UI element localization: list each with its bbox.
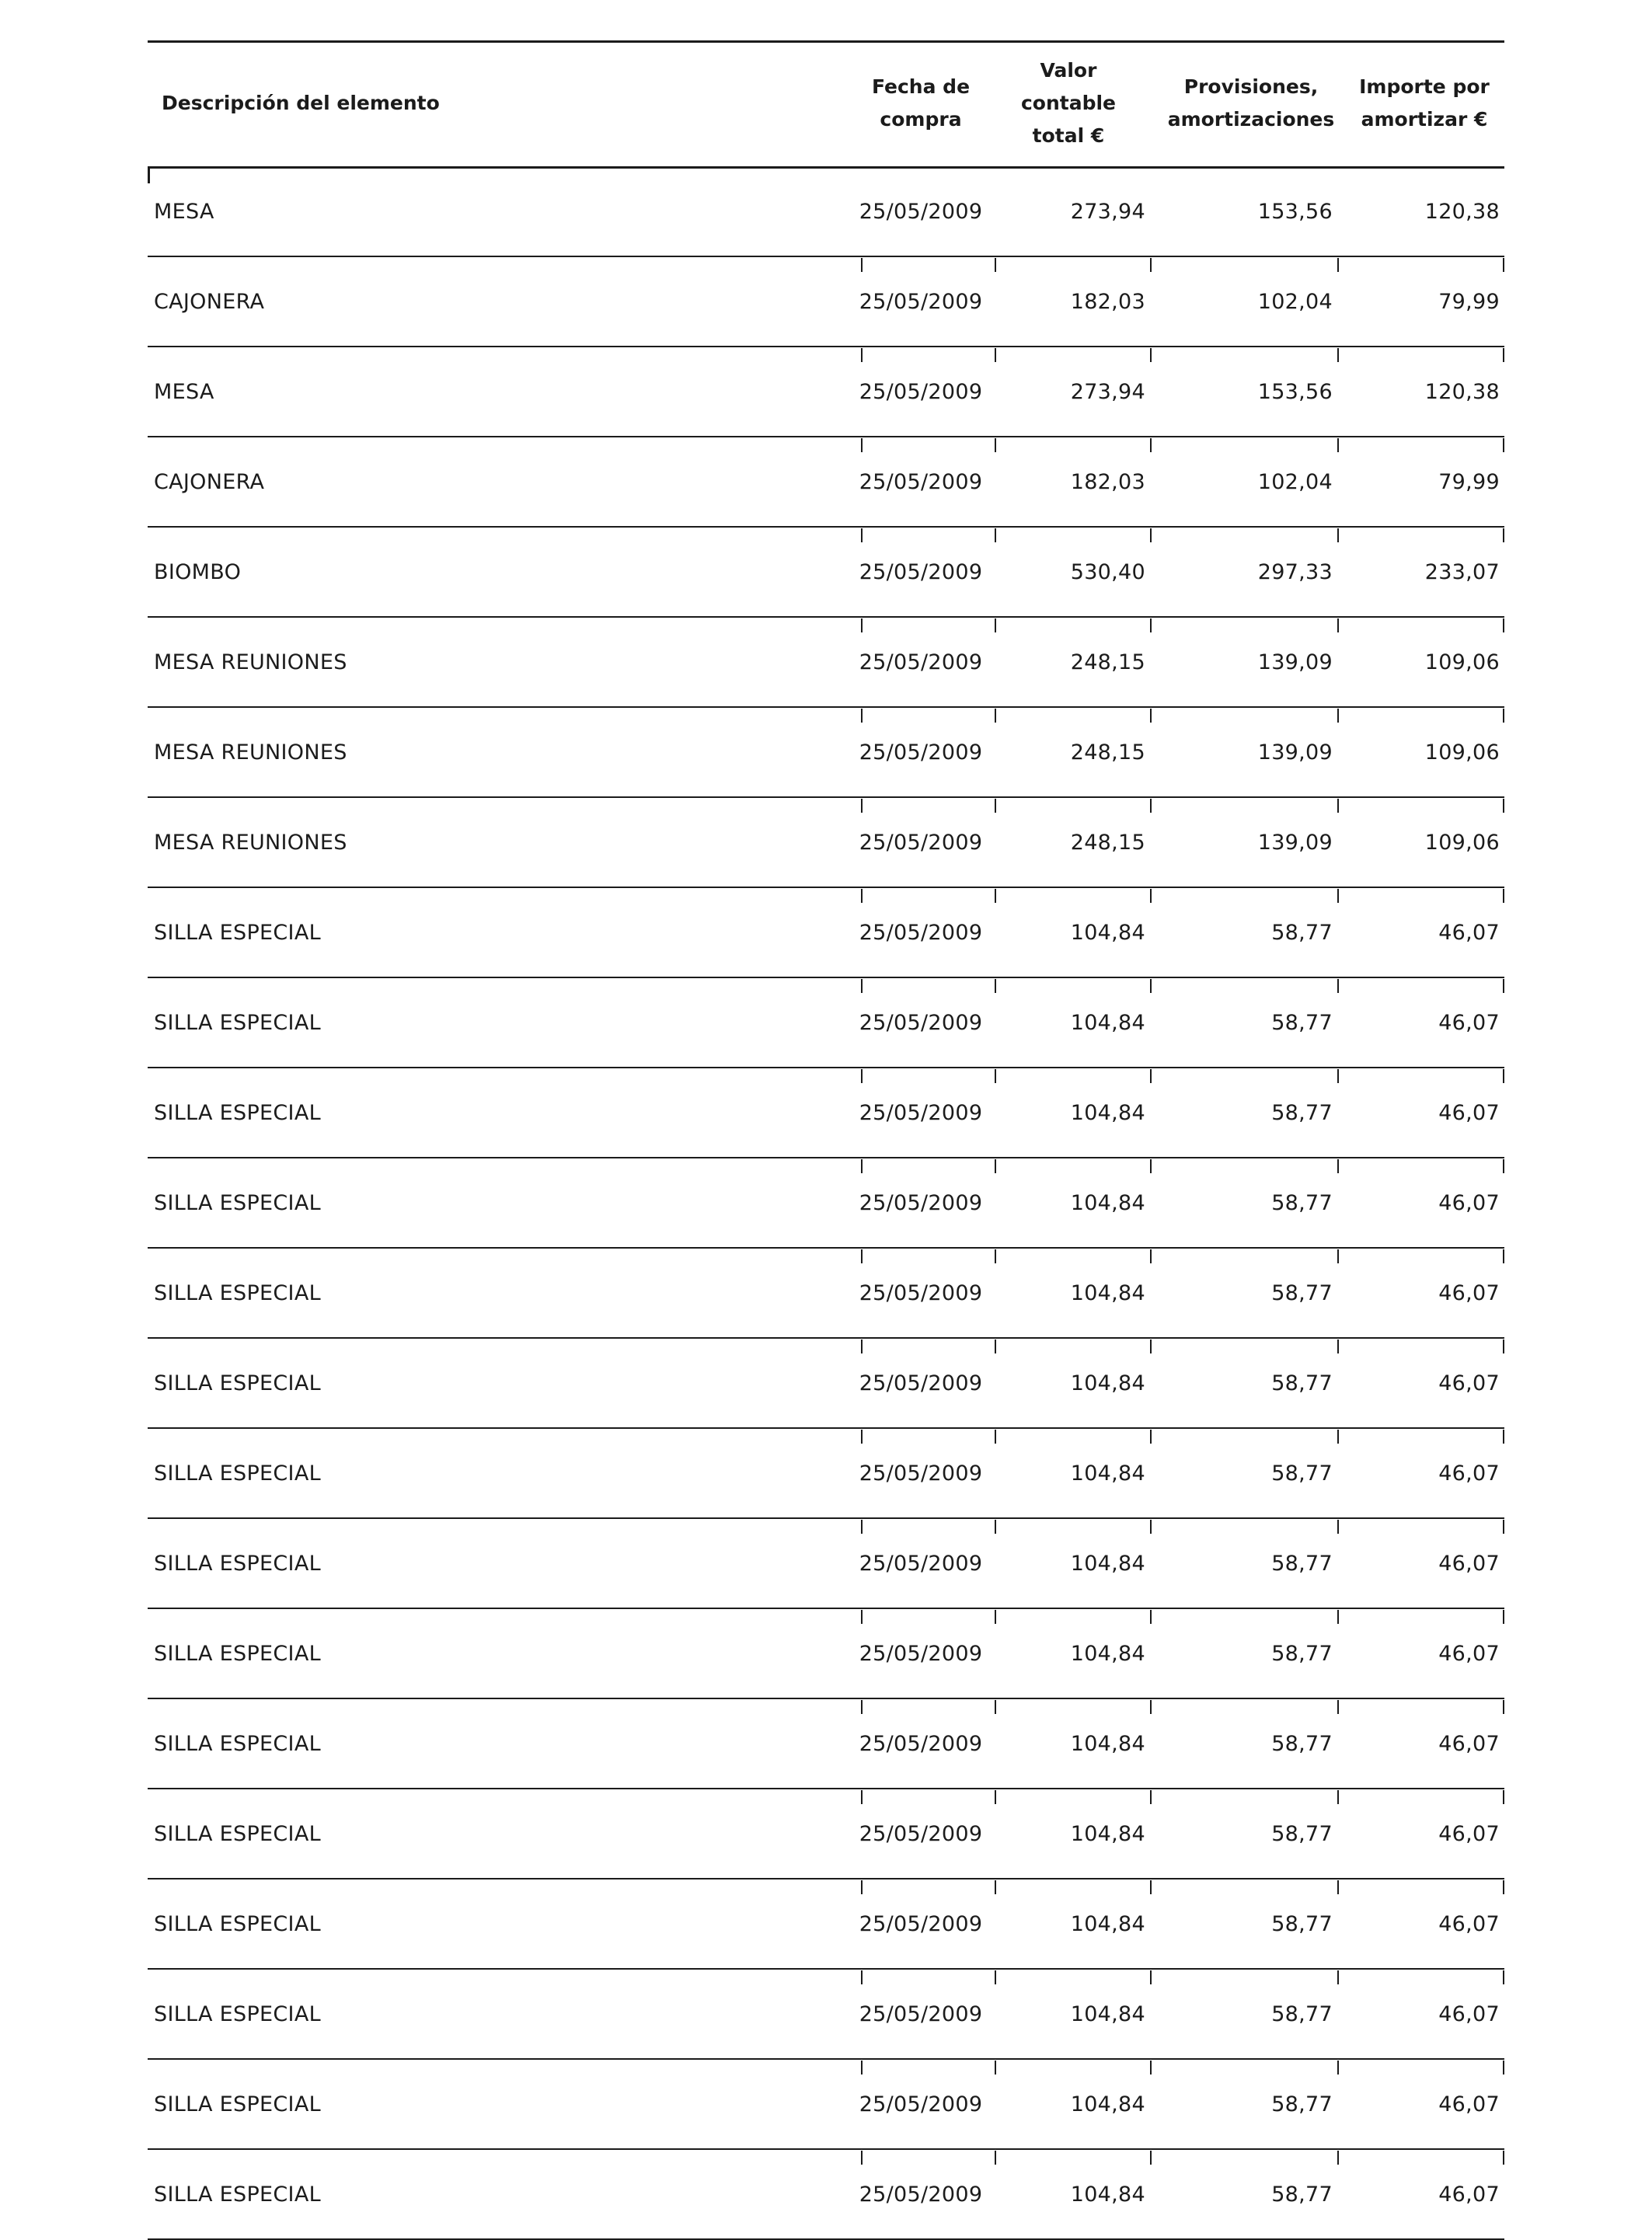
cell-valor: 104,84 (1070, 1551, 1145, 1576)
header-valor: Valor contable total € (1020, 59, 1117, 147)
cell-descripcion: SILLA ESPECIAL (154, 1731, 321, 1756)
table-row (148, 1248, 1504, 1338)
cell-fecha: 25/05/2009 (859, 1371, 983, 1395)
cell-importe: 46,07 (1438, 2092, 1500, 2116)
cell-valor: 104,84 (1070, 1010, 1145, 1035)
cell-descripcion: MESA REUNIONES (154, 830, 347, 855)
column-tick (1337, 1069, 1339, 1083)
cell-fecha: 25/05/2009 (859, 2092, 983, 2116)
table-row (148, 1698, 1504, 1789)
cell-importe: 109,06 (1424, 830, 1500, 855)
cell-importe: 233,07 (1424, 559, 1500, 584)
column-tick (995, 799, 996, 813)
cell-descripcion: MESA REUNIONES (154, 740, 347, 765)
cell-valor: 104,84 (1070, 2092, 1145, 2116)
cell-valor: 104,84 (1070, 1731, 1145, 1756)
cell-fecha: 25/05/2009 (859, 830, 983, 855)
column-tick (1337, 618, 1339, 632)
cell-descripcion: SILLA ESPECIAL (154, 2092, 321, 2116)
column-tick (1150, 1790, 1152, 1804)
table-row (148, 347, 1504, 437)
table-row (148, 256, 1504, 347)
table-header (148, 40, 1504, 166)
column-tick (1150, 979, 1152, 993)
column-tick (1150, 1249, 1152, 1263)
cell-provisiones: 102,04 (1257, 469, 1333, 494)
column-tick (1337, 799, 1339, 813)
cell-descripcion: SILLA ESPECIAL (154, 1010, 321, 1035)
column-tick (1503, 1159, 1504, 1173)
cell-fecha: 25/05/2009 (859, 1551, 983, 1576)
cell-valor: 104,84 (1070, 1280, 1145, 1305)
cell-descripcion: CAJONERA (154, 289, 265, 314)
column-tick (1503, 1249, 1504, 1263)
cell-importe: 46,07 (1438, 1731, 1500, 1756)
table-row (148, 707, 1504, 797)
column-tick (1503, 528, 1504, 542)
cell-provisiones: 58,77 (1271, 1371, 1333, 1395)
header-descripcion: Descripción del elemento (162, 92, 440, 114)
cell-descripcion: SILLA ESPECIAL (154, 1911, 321, 1936)
column-tick (995, 1700, 996, 1714)
column-tick (1150, 1520, 1152, 1534)
cell-descripcion: MESA REUNIONES (154, 650, 347, 674)
column-tick (1503, 799, 1504, 813)
cell-valor: 248,15 (1070, 830, 1145, 855)
table-row (148, 1879, 1504, 1969)
column-tick (1337, 258, 1339, 272)
cell-provisiones: 58,77 (1271, 2001, 1333, 2026)
column-tick (1503, 709, 1504, 723)
column-tick (995, 1610, 996, 1624)
column-tick (1337, 1520, 1339, 1534)
cell-provisiones: 102,04 (1257, 289, 1333, 314)
column-tick (1503, 1880, 1504, 1894)
column-tick (1150, 799, 1152, 813)
column-tick (1503, 438, 1504, 452)
table-row (148, 1338, 1504, 1428)
cell-importe: 120,38 (1424, 199, 1500, 224)
column-tick (1150, 1430, 1152, 1444)
cell-fecha: 25/05/2009 (859, 920, 983, 945)
column-tick (1150, 1700, 1152, 1714)
column-tick (995, 1249, 996, 1263)
column-tick (1503, 1430, 1504, 1444)
column-tick (1337, 1159, 1339, 1173)
cell-importe: 46,07 (1438, 920, 1500, 945)
column-tick (1150, 1880, 1152, 1894)
column-tick (1503, 1069, 1504, 1083)
column-tick (995, 1069, 996, 1083)
table-row (148, 1068, 1504, 1158)
cell-descripcion: SILLA ESPECIAL (154, 920, 321, 945)
column-tick (1150, 438, 1152, 452)
cell-fecha: 25/05/2009 (859, 379, 983, 404)
cell-importe: 79,99 (1438, 469, 1500, 494)
cell-valor: 104,84 (1070, 1461, 1145, 1486)
cell-valor: 273,94 (1070, 199, 1145, 224)
column-tick (1503, 1700, 1504, 1714)
table-row (148, 166, 1504, 256)
cell-descripcion: SILLA ESPECIAL (154, 1461, 321, 1486)
cell-valor: 104,84 (1070, 920, 1145, 945)
cell-descripcion: MESA (154, 379, 214, 404)
column-tick (1150, 1339, 1152, 1353)
column-tick (1150, 889, 1152, 903)
column-tick (1503, 348, 1504, 362)
cell-valor: 248,15 (1070, 740, 1145, 765)
table-row (148, 887, 1504, 977)
column-tick (1150, 1069, 1152, 1083)
cell-fecha: 25/05/2009 (859, 1461, 983, 1486)
column-tick (995, 2061, 996, 2075)
column-tick (1337, 438, 1339, 452)
column-tick (995, 709, 996, 723)
cell-importe: 46,07 (1438, 1911, 1500, 1936)
cell-fecha: 25/05/2009 (859, 2001, 983, 2026)
cell-descripcion: BIOMBO (154, 559, 242, 584)
cell-descripcion: SILLA ESPECIAL (154, 1100, 321, 1125)
column-tick (995, 889, 996, 903)
cell-importe: 46,07 (1438, 1821, 1500, 1846)
column-tick (1337, 979, 1339, 993)
cell-valor: 104,84 (1070, 1100, 1145, 1125)
column-tick (1150, 618, 1152, 632)
cell-importe: 79,99 (1438, 289, 1500, 314)
cell-fecha: 25/05/2009 (859, 2182, 983, 2207)
table-row (148, 977, 1504, 1068)
cell-provisiones: 297,33 (1257, 559, 1333, 584)
table-row (148, 437, 1504, 527)
column-tick (1337, 1790, 1339, 1804)
column-tick (995, 528, 996, 542)
column-tick (1150, 1159, 1152, 1173)
column-tick (1150, 258, 1152, 272)
column-tick (1337, 348, 1339, 362)
cell-valor: 530,40 (1070, 559, 1145, 584)
cell-provisiones: 58,77 (1271, 1280, 1333, 1305)
cell-valor: 104,84 (1070, 1641, 1145, 1666)
cell-fecha: 25/05/2009 (859, 1641, 983, 1666)
cell-provisiones: 58,77 (1271, 2092, 1333, 2116)
cell-provisiones: 153,56 (1257, 199, 1333, 224)
column-tick (1503, 979, 1504, 993)
cell-fecha: 25/05/2009 (859, 1010, 983, 1035)
column-tick (995, 348, 996, 362)
cell-descripcion: SILLA ESPECIAL (154, 1371, 321, 1395)
cell-provisiones: 58,77 (1271, 1010, 1333, 1035)
cell-fecha: 25/05/2009 (859, 740, 983, 765)
cell-fecha: 25/05/2009 (859, 1911, 983, 1936)
column-tick (1503, 1520, 1504, 1534)
cell-valor: 104,84 (1070, 2182, 1145, 2207)
cell-provisiones: 58,77 (1271, 920, 1333, 945)
cell-provisiones: 139,09 (1257, 740, 1333, 765)
column-tick (1150, 2061, 1152, 2075)
table-row (148, 1158, 1504, 1248)
cell-importe: 46,07 (1438, 2182, 1500, 2207)
column-tick (995, 1430, 996, 1444)
table-row (148, 1789, 1504, 1879)
cell-fecha: 25/05/2009 (859, 289, 983, 314)
table-row (148, 797, 1504, 887)
cell-provisiones: 139,09 (1257, 830, 1333, 855)
column-tick (1503, 2061, 1504, 2075)
column-tick (1337, 889, 1339, 903)
table-row (148, 1428, 1504, 1518)
column-tick (1337, 1970, 1339, 1984)
cell-descripcion: SILLA ESPECIAL (154, 1280, 321, 1305)
column-tick (995, 1880, 996, 1894)
cell-provisiones: 139,09 (1257, 650, 1333, 674)
cell-fecha: 25/05/2009 (859, 1731, 983, 1756)
column-tick (1337, 2151, 1339, 2165)
cell-importe: 46,07 (1438, 1010, 1500, 1035)
cell-provisiones: 58,77 (1271, 1731, 1333, 1756)
column-tick (995, 258, 996, 272)
cell-descripcion: CAJONERA (154, 469, 265, 494)
cell-fecha: 25/05/2009 (859, 1100, 983, 1125)
cell-valor: 248,15 (1070, 650, 1145, 674)
cell-fecha: 25/05/2009 (859, 469, 983, 494)
column-tick (1337, 709, 1339, 723)
cell-fecha: 25/05/2009 (859, 1821, 983, 1846)
column-tick (1337, 528, 1339, 542)
cell-descripcion: SILLA ESPECIAL (154, 2182, 321, 2207)
header-provisiones: Provisiones, amortizaciones (1167, 75, 1335, 131)
table-row (148, 1969, 1504, 2059)
column-tick (995, 2151, 996, 2165)
cell-descripcion: SILLA ESPECIAL (154, 1551, 321, 1576)
column-tick (1150, 1610, 1152, 1624)
cell-importe: 46,07 (1438, 1551, 1500, 1576)
cell-descripcion: SILLA ESPECIAL (154, 1821, 321, 1846)
column-tick (1337, 2061, 1339, 2075)
table-row (148, 2149, 1504, 2239)
column-tick (995, 1520, 996, 1534)
column-tick (995, 1339, 996, 1353)
cell-fecha: 25/05/2009 (859, 559, 983, 584)
table-row (148, 1518, 1504, 1608)
cell-provisiones: 58,77 (1271, 2182, 1333, 2207)
cell-fecha: 25/05/2009 (859, 1190, 983, 1215)
cell-valor: 104,84 (1070, 1371, 1145, 1395)
column-tick (1503, 889, 1504, 903)
column-tick (995, 1159, 996, 1173)
column-tick (1337, 1430, 1339, 1444)
header-importe: Importe por amortizar € (1359, 75, 1490, 131)
header-fecha: Fecha de compra (871, 75, 971, 131)
column-tick (995, 1790, 996, 1804)
cell-importe: 46,07 (1438, 1461, 1500, 1486)
column-tick (1503, 1790, 1504, 1804)
table-row (148, 617, 1504, 707)
cell-valor: 104,84 (1070, 2001, 1145, 2026)
cell-valor: 182,03 (1070, 469, 1145, 494)
column-tick (1337, 1249, 1339, 1263)
cell-descripcion: SILLA ESPECIAL (154, 2001, 321, 2026)
column-tick (1337, 1700, 1339, 1714)
cell-provisiones: 58,77 (1271, 1190, 1333, 1215)
table-row (148, 1608, 1504, 1698)
cell-provisiones: 58,77 (1271, 1100, 1333, 1125)
cell-provisiones: 58,77 (1271, 1641, 1333, 1666)
table-row (148, 2059, 1504, 2149)
column-tick (1150, 2151, 1152, 2165)
table-row (148, 527, 1504, 617)
cell-importe: 46,07 (1438, 1100, 1500, 1125)
cell-importe: 46,07 (1438, 2001, 1500, 2026)
cell-importe: 109,06 (1424, 650, 1500, 674)
cell-provisiones: 58,77 (1271, 1461, 1333, 1486)
cell-importe: 46,07 (1438, 1371, 1500, 1395)
column-tick (1503, 1610, 1504, 1624)
column-tick (1150, 1970, 1152, 1984)
column-tick (1150, 348, 1152, 362)
cell-importe: 120,38 (1424, 379, 1500, 404)
cell-importe: 46,07 (1438, 1641, 1500, 1666)
cell-importe: 46,07 (1438, 1190, 1500, 1215)
cell-valor: 273,94 (1070, 379, 1145, 404)
cell-valor: 104,84 (1070, 1911, 1145, 1936)
cell-importe: 46,07 (1438, 1280, 1500, 1305)
cell-descripcion: MESA (154, 199, 214, 224)
cell-valor: 104,84 (1070, 1821, 1145, 1846)
column-tick (995, 618, 996, 632)
column-tick (1503, 258, 1504, 272)
cell-fecha: 25/05/2009 (859, 199, 983, 224)
column-tick (1337, 1880, 1339, 1894)
cell-fecha: 25/05/2009 (859, 650, 983, 674)
column-tick (1337, 1610, 1339, 1624)
column-tick (1503, 618, 1504, 632)
column-tick (995, 1970, 996, 1984)
column-tick (995, 438, 996, 452)
column-tick (1337, 1339, 1339, 1353)
cell-valor: 182,03 (1070, 289, 1145, 314)
column-tick (1503, 1970, 1504, 1984)
cell-provisiones: 58,77 (1271, 1821, 1333, 1846)
cell-provisiones: 58,77 (1271, 1911, 1333, 1936)
column-tick (995, 979, 996, 993)
column-tick (1503, 1339, 1504, 1353)
column-tick (1150, 528, 1152, 542)
cell-provisiones: 58,77 (1271, 1551, 1333, 1576)
cell-descripcion: SILLA ESPECIAL (154, 1190, 321, 1215)
cell-importe: 109,06 (1424, 740, 1500, 765)
column-tick (1150, 709, 1152, 723)
cell-descripcion: SILLA ESPECIAL (154, 1641, 321, 1666)
cell-valor: 104,84 (1070, 1190, 1145, 1215)
cell-fecha: 25/05/2009 (859, 1280, 983, 1305)
cell-provisiones: 153,56 (1257, 379, 1333, 404)
column-tick (1503, 2151, 1504, 2165)
